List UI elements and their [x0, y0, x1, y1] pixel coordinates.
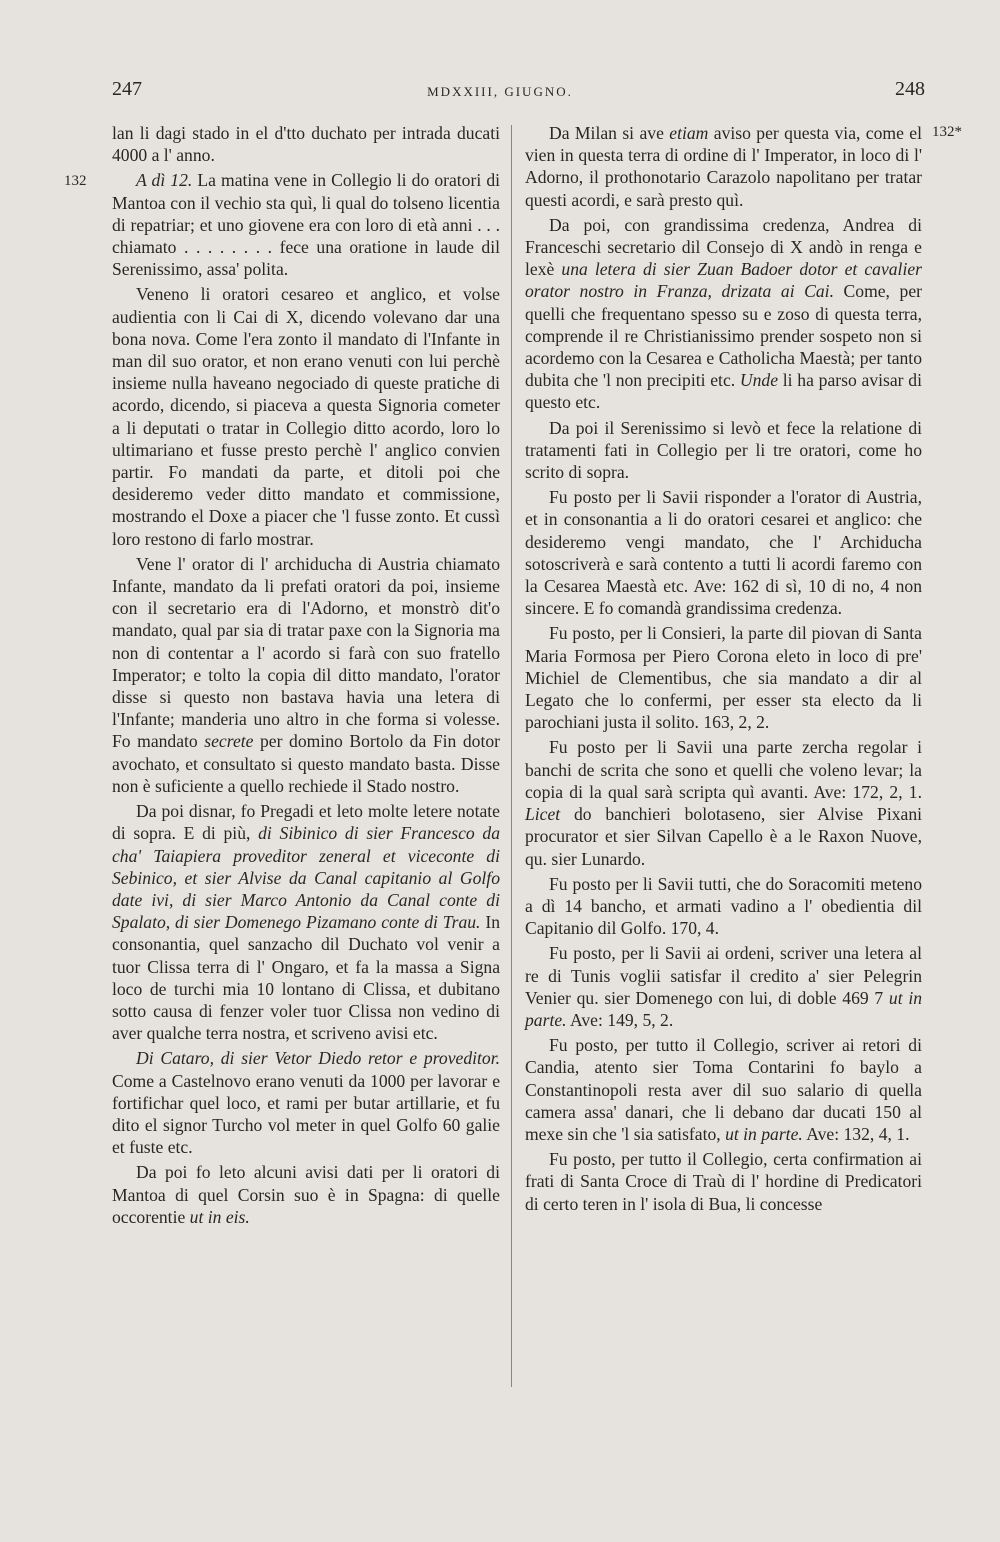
column-divider [511, 125, 512, 1387]
text: per domino Bortolo da Fin dotor avochato, et consultato si questo mandato basta. Disse non è suficiente a quello rechiede il Stado nostro. [112, 731, 500, 796]
text: Da poi disnar, fo Pregadi et leto molte letere notate di sopra. E di più, [112, 801, 500, 844]
paragraph [525, 1148, 922, 1215]
paragraph [112, 1047, 500, 1158]
paragraph [525, 214, 922, 414]
italic-text: ut in eis. [189, 1206, 250, 1227]
text: Veneno li oratori cesareo et anglico, et volse audientia con li Cai di X, dicendo volevano dar una bona nova. Come l'era zonto il mandato di l'Infante in man dil suo orator, et non erano venuti con lui perchè insieme nulla haveano negociado di queste pratiche di acordo, dicendo, si piaceva a questa Signoria cometer a li deputati o tratar in Collegio ditto acordo, loro lo ultimariano et fusse presto perchè l' anglico convien partir. Fo mandati da parte, et ditoli poi che desideremo veder ditto mandato et commissione, mostrando el Doxe a piacer che 'l fusse zonto. Et cussì loro restono di farlo mostrar. [112, 284, 500, 549]
paragraph [525, 122, 922, 211]
paragraph [525, 486, 922, 619]
text: In consonantia, quel sanzacho dil Duchato vol venir a tuor Clissa terra di l' Ongaro, et fa la massa a Signa loco de turchi mia 10 lontano di Clissa, et dubitano sotto causa di fenzer voler tuor Clissa non vedino di aver qualche terra nostra, et scriveno avisi etc. [112, 912, 500, 1044]
text: do banchieri bolotaseno, sier Alvise Pixani procurator et sier Silvan Capello è a le Raxon Nuove, qu. sier Lunardo. [525, 804, 922, 869]
paragraph [112, 283, 500, 549]
paragraph [525, 622, 922, 733]
page-number-left: 247 [112, 78, 142, 100]
text: Da poi fo leto alcuni avisi dati per li oratori di Mantoa di quel Corsin suo è in Spagna: di quelle occorentie [112, 1162, 500, 1227]
paragraph [525, 942, 922, 1031]
text: Da poi, con grandissima credenza, Andrea di Franceschi secretario dil Consejo di X andò in renga e lexè [525, 214, 922, 280]
running-head: MDXXIII, GIUGNO. [427, 84, 573, 99]
text: Fu posto, per li Consieri, la parte dil piovan di Santa Maria Formosa per Piero Corona eleto in loco di pre' Michiel de Clementibus, che sia mandato a dir al Legato che lo confermi, per esser sta electo da li parochiani justa il solito. 163, 2, 2. [525, 623, 922, 733]
text: Fu posto per li Savii tutti, che do Soracomiti meteno a dì 14 bancho, et armati vadino a l' obedientia dil Capitanio dil Golfo. 170, 4. [525, 873, 922, 939]
paragraph [525, 417, 922, 484]
date: A dì 12. [136, 170, 193, 191]
text: li ha parso avisar di questo etc. [525, 370, 922, 413]
text: Ave: 149, 5, 2. [566, 1009, 674, 1030]
paragraph [112, 169, 500, 280]
paragraph [525, 1034, 922, 1145]
italic-text: Di Cataro, di sier Vetor Diedo retor e proveditor. [136, 1048, 500, 1069]
text: Fu posto per li Savii risponder a l'orator di Austria, et in consonantia a li do oratori cesarei et anglico: che desideremo vengi mandato, che l' Archiducha sotoscriverà e sarà contento a tutti li acordi faremo con la Cesarea Maestà etc. Ave: 162 di sì, 10 di no, 4 non sincere. E fo comandà grandissima credenza. [525, 487, 922, 619]
text: lan li dagi stado in el d'tto duchato per intrada ducati 4000 a l' anno. [112, 123, 500, 166]
italic-text: una letera di sier Zuan Badoer dotor et cavalier orator nostro in Franza, drizata ai Cai. [525, 259, 922, 302]
text: Da poi il Serenissimo si levò et fece la relatione di tratamenti fati in Collegio per li tre oratori, come ho scrito di sopra. [525, 417, 922, 483]
text: Vene l' orator di l' archiducha di Austria chiamato Infante, mandato da li prefati oratori da poi, insieme con il secretario era di l'Adorno, et monstrò dit'o mandato, qual par sia di tratar paxe con la Signoria ma non di contentar a l' acordo si farà con suo fratello Imperator; e tolto la copia dil ditto mandato, l'orator disse si questo non bastava havia una letera di l'Infante; manderia uno altro in che forma si volesse. Fo mandato [112, 553, 500, 752]
paragraph [112, 553, 500, 797]
text: Fu posto per li Savii una parte zercha regolar i banchi de scrita che sono et quelli che voleno levar; la copia di la qual sarà scripta quì avanti. Ave: 172, 2, 1. [525, 737, 922, 802]
paragraph [525, 736, 922, 869]
italic-text: ut in parte. [525, 987, 922, 1030]
text: Fu posto, per tutto il Collegio, scriver ai retori di Candia, atento sier Toma Contarini fo baylo a Constantinopoli resta aver dil suo salario di quella camera assa' danari, che li debano dar ducati 150 al mexe sin che 'l sia satisfato, [525, 1035, 922, 1144]
italic-text: secrete [204, 731, 254, 752]
text: Come, per quelli che frequentano spesso su e zoso di questa terra, comprende il re Christianissimo prender sospeto non si acordemo con la Cesarea e Catholicha Maestà; per tanto dubita che 'l non precipiti etc. [525, 281, 922, 391]
italic-text: Unde [739, 370, 779, 391]
italic-text: Licet [525, 804, 561, 825]
text: aviso per questa via, come el vien in questa terra di ordine di l' Imperator, in loco di l' Adorno, il prothonotario Carazolo napolitano per tratar questi acordi, e sarà presto quì. [525, 123, 922, 210]
right-column [525, 122, 922, 1218]
text: Da Milan si ave [549, 123, 670, 143]
paragraph [525, 873, 922, 940]
text: Come a Castelnovo erano venuti da 1000 per lavorar e fortifichar quel loco, et rami per butar artillarie, et fu dito el signor Turcho vol meter in quel Golfo 60 galie et fuste etc. [112, 1070, 500, 1158]
page-number-right: 248 [895, 78, 925, 100]
italic-text: etiam [669, 123, 709, 143]
text: Ave: 132, 4, 1. [802, 1123, 910, 1144]
italic-text: ut in parte. [725, 1123, 803, 1144]
margin-note-right: 132* [932, 124, 962, 140]
text: La matina vene in Collegio li do oratori di Mantoa con il vechio sta quì, li qual do tolseno licentia di repatriar; et uno giovene era con loro di età anni . . . chiamato . . . . . . . . fece una oratione in laude dil Serenissimo, assa' polita. [112, 170, 501, 280]
left-column [112, 122, 500, 1231]
text: Fu posto, per li Savii ai ordeni, scriver una letera al re di Tunis voglii satisfar il credito a' sier Pelegrin Venier qu. sier Domenego con lui, di doble 469 7 [525, 943, 922, 1008]
paragraph [112, 1161, 500, 1228]
italic-text: di Sibinico di sier Francesco da cha' Taiapiera proveditor zeneral et viceconte di Sebinico, et sier Alvise da Canal capitanio al Golfo date ivi, di sier Marco Antonio da Canal conte di Spalato, di sier Domenego Pizamano conte di Trau. [112, 823, 501, 933]
text: Fu posto, per tutto il Collegio, certa confirmation ai frati di Santa Croce di Traù di l' hordine di Predicatori di certo teren in l' isola di Bua, li concesse [525, 1149, 922, 1214]
paragraph [112, 800, 500, 1044]
paragraph [112, 122, 500, 166]
margin-note-left: 132 [64, 173, 87, 189]
